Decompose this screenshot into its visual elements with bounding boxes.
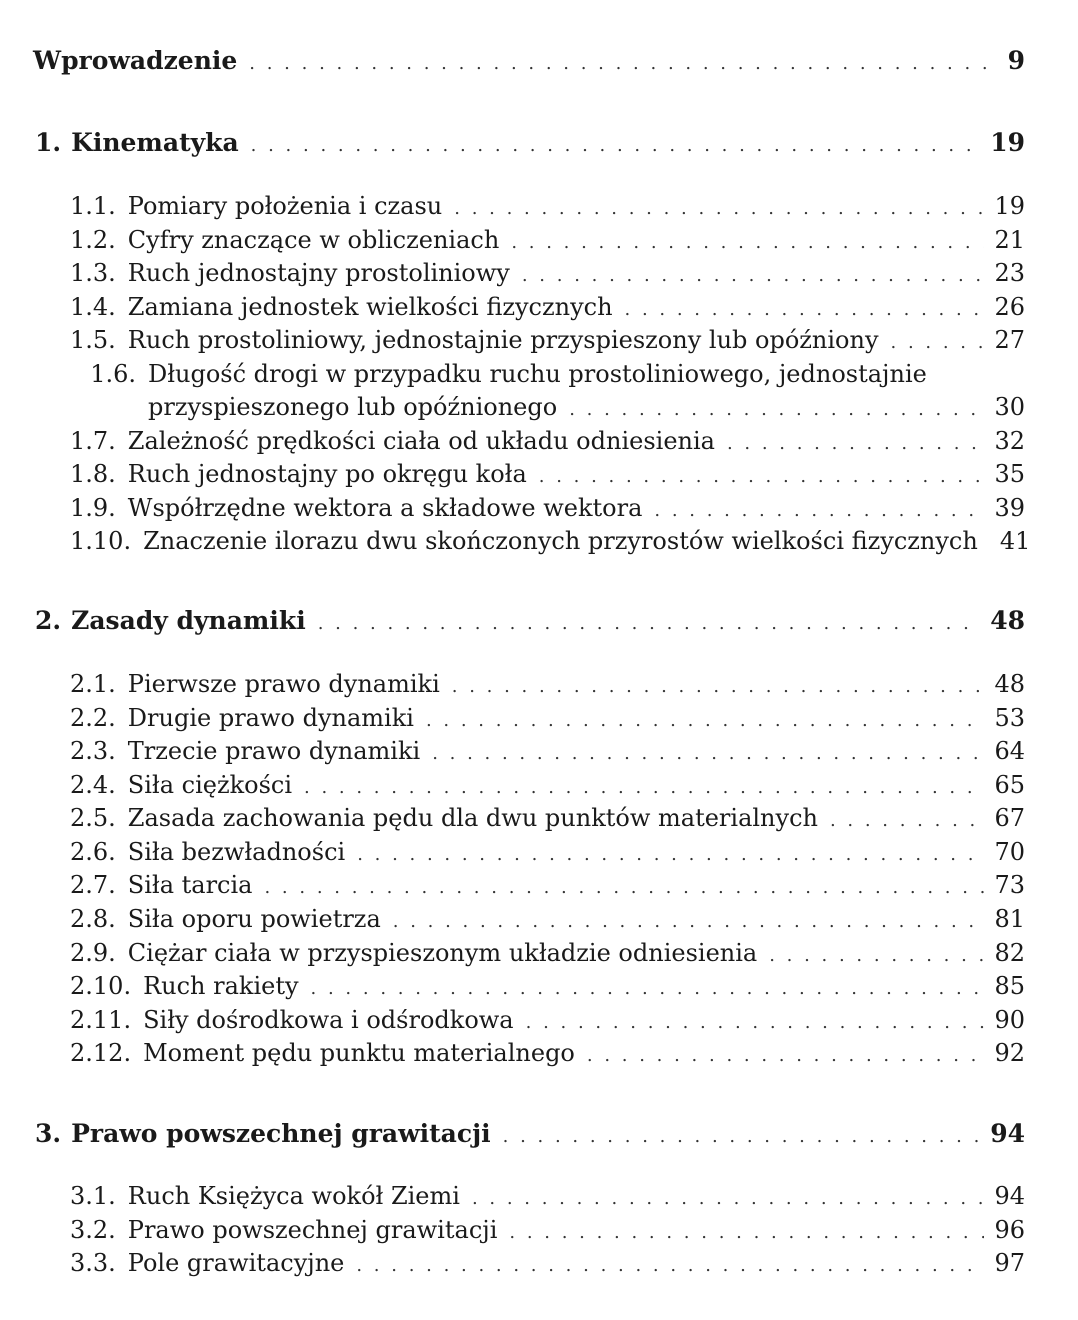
section-number: 2.11. [70,1006,132,1034]
toc-section[interactable] [70,226,1025,254]
section-page: 21 [994,226,1025,254]
dot-leader [511,232,984,253]
section-number: 2.6. [70,838,116,866]
section-title: Zasada zachowania pędu dla dwu punktów materialnych [127,804,818,832]
dot-leader [311,978,985,999]
chapter-number: 2. [35,606,62,635]
dot-leader [569,399,984,420]
section-number: 1.5. [70,326,116,354]
dot-leader [509,1222,984,1243]
chapter-page: 19 [990,128,1025,157]
section-number: 2.10. [70,972,132,1000]
section-title: Moment pędu punktu materialnego [143,1039,575,1067]
section-number: 1.2. [70,226,116,254]
section-page: 64 [994,737,1025,765]
section-number: 2.5. [70,804,116,832]
section-number: 2.1. [70,670,116,698]
section-page: 73 [994,871,1025,899]
chapter-number: 3. [35,1119,62,1148]
section-page: 82 [994,939,1025,967]
section-number: 1.4. [70,293,116,321]
dot-leader [625,299,985,320]
toc-section[interactable] [70,527,1031,555]
section-page: 39 [994,494,1025,522]
section-page: 96 [994,1216,1025,1244]
dot-leader [727,433,984,454]
section-number: 1.7. [70,427,116,455]
section-number: 1.3. [70,259,116,287]
section-number: 2.12. [70,1039,132,1067]
dot-leader [426,710,985,731]
section-title: Ciężar ciała w przyspieszonym układzie odniesienia [127,939,758,967]
section-number: 2.7. [70,871,116,899]
section-title: Współrzędne wektora a składowe wektora [127,494,643,522]
section-number: 2.3. [70,737,116,765]
dot-leader [503,1126,981,1147]
dot-leader [304,777,984,798]
section-page: 70 [994,838,1025,866]
dot-leader [393,911,985,932]
dot-leader [318,613,981,634]
section-page: 35 [994,460,1025,488]
section-number: 2.8. [70,905,116,933]
dot-leader [432,743,984,764]
section-page: 23 [994,259,1025,287]
toc-section[interactable] [70,670,1025,698]
section-title: Pomiary położenia i czasu [127,192,443,220]
dot-leader [472,1188,985,1209]
section-number: 2.4. [70,771,116,799]
toc-section[interactable] [70,771,1025,799]
section-title: Pierwsze prawo dynamiki [127,670,440,698]
toc-chapter-1[interactable] [35,128,1025,157]
toc-section[interactable] [70,494,1025,522]
section-page: 27 [994,326,1025,354]
section-number: 1.8. [70,460,116,488]
section-title: Cyfry znaczące w obliczeniach [127,226,500,254]
chapter-title: Kinematyka [71,128,239,157]
section-title: Zamiana jednostek wielkości fizycznych [127,293,613,321]
toc-section[interactable] [70,704,1025,732]
section-number: 3.3. [70,1249,116,1277]
chapter-page: 48 [990,606,1025,635]
dot-leader [891,332,985,353]
toc-section-wrapped-line1[interactable] [70,360,927,388]
toc-section[interactable] [70,427,1025,455]
dot-leader [654,500,984,521]
section-page: 85 [994,972,1025,1000]
dot-leader [251,135,981,156]
section-title: Siła oporu powietrza [127,905,381,933]
section-page: 48 [994,670,1025,698]
section-page: 26 [994,293,1025,321]
section-title: Siła ciężkości [127,771,293,799]
section-page: 41 [999,527,1031,555]
dot-leader [539,466,985,487]
toc-section[interactable] [70,1039,1025,1067]
section-title: Siła bezwładności [127,838,346,866]
dot-leader [356,1255,984,1276]
section-title-continued: przyspieszonego lub opóźnionego [148,393,558,421]
section-page: 65 [994,771,1025,799]
section-title: Siły dośrodkowa i odśrodkowa [143,1006,514,1034]
section-page: 97 [994,1249,1025,1277]
section-title: Znaczenie ilorazu dwu skończonych przyrostów wielkości fizycznych [143,527,978,555]
dot-leader [522,265,985,286]
section-title: Siła tarcia [127,871,253,899]
toc-section[interactable] [70,939,1025,967]
section-page: 94 [994,1182,1025,1210]
chapter-number: 1. [35,128,62,157]
section-page: 81 [994,905,1025,933]
dot-leader [264,877,984,898]
section-number: 1.6. [90,360,136,388]
section-title: Pole grawitacyjne [127,1249,345,1277]
toc-chapter-2[interactable] [35,606,1025,635]
chapter-page: 94 [990,1119,1025,1148]
toc-section[interactable] [70,737,1025,765]
section-page: 67 [994,804,1025,832]
section-number: 2.9. [70,939,116,967]
toc-section[interactable] [70,1006,1025,1034]
section-title: Ruch jednostajny po okręgu koła [127,460,527,488]
dot-leader [452,676,985,697]
toc-entry-title: Wprowadzenie [33,46,238,75]
section-number: 1.10. [70,527,132,555]
chapter-title: Zasady dynamiki [71,606,306,635]
toc-section[interactable] [70,460,1025,488]
section-title: Ruch jednostajny prostoliniowy [127,259,510,287]
section-number: 3.2. [70,1216,116,1244]
toc-section[interactable] [70,1182,1025,1210]
toc-section[interactable] [70,804,1025,832]
section-title: Drugie prawo dynamiki [127,704,414,732]
section-title: Zależność prędkości ciała od układu odniesienia [127,427,715,455]
section-page: 19 [994,192,1025,220]
dot-leader [587,1045,985,1066]
toc-section[interactable] [70,192,1025,220]
section-title: Ruch prostoliniowy, jednostajnie przyspieszony lub opóźniony [127,326,879,354]
section-page: 30 [994,393,1025,421]
section-page: 53 [994,704,1025,732]
section-number: 3.1. [70,1182,116,1210]
chapter-title: Prawo powszechnej grawitacji [71,1119,491,1148]
section-page: 90 [994,1006,1025,1034]
toc-section[interactable] [70,871,1025,899]
section-title: Ruch Księżyca wokół Ziemi [127,1182,460,1210]
section-title: Prawo powszechnej grawitacji [127,1216,498,1244]
toc-entry-page: 9 [1007,46,1025,75]
dot-leader [830,810,984,831]
toc-section[interactable] [70,838,1025,866]
section-title: Ruch rakiety [143,972,299,1000]
dot-leader [769,945,984,966]
dot-leader [454,198,984,219]
dot-leader [357,844,984,865]
toc-section[interactable] [70,326,1025,354]
section-number: 1.9. [70,494,116,522]
toc-section[interactable] [70,293,1025,321]
toc-section-wrapped-line2[interactable] [148,393,1025,421]
toc-section[interactable] [70,972,1025,1000]
toc-chapter-3[interactable] [35,1119,1025,1148]
dot-leader [249,53,987,74]
dot-leader [526,1012,985,1033]
toc-section[interactable] [70,1249,1025,1277]
section-title: Długość drogi w przypadku ruchu prostoliniowego, jednostajnie [148,360,927,388]
section-number: 2.2. [70,704,116,732]
toc-section[interactable] [70,1216,1025,1244]
section-page: 32 [994,427,1025,455]
section-title: Trzecie prawo dynamiki [127,737,421,765]
section-number: 1.1. [70,192,116,220]
toc-entry-intro[interactable] [33,46,1025,75]
toc-section[interactable] [70,259,1025,287]
section-page: 92 [994,1039,1025,1067]
toc-section[interactable] [70,905,1025,933]
